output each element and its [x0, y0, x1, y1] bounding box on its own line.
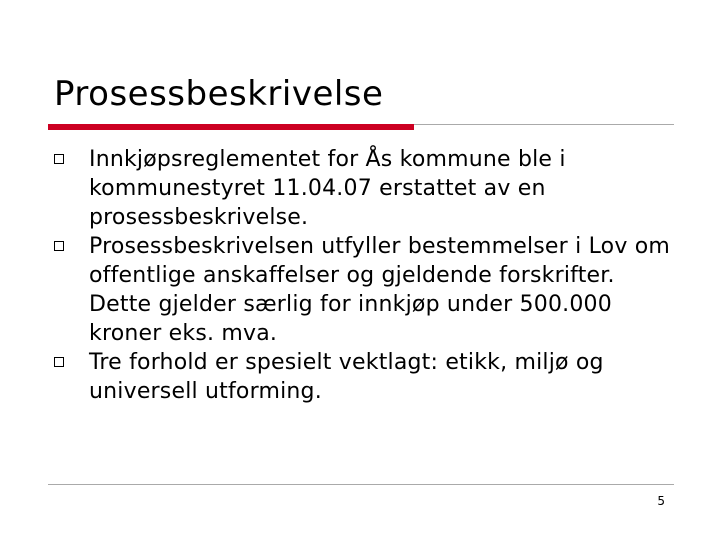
- title-accent-bar: [48, 124, 414, 130]
- bullet-text-2: Prosessbeskrivelsen utfyller bestemmelser i Lov om offentlige anskaffelser og gjeldende forskrifter. Dette gjelder særlig for innkjøp under 500.000 kroner eks. mva.: [89, 234, 671, 346]
- page-number: 5: [657, 494, 665, 508]
- hollow-square-bullet-icon: [54, 241, 64, 251]
- footer-divider: [48, 484, 674, 485]
- bullet-item-1: [54, 145, 674, 232]
- bullet-item-3: [54, 348, 674, 406]
- bullet-text-3: Tre forhold er spesielt vektlagt: etikk, miljø og universell utforming.: [89, 350, 604, 404]
- hollow-square-bullet-icon: [54, 357, 64, 367]
- slide-title: Prosessbeskrivelse: [54, 74, 384, 114]
- bullet-list: [54, 145, 674, 406]
- bullet-text-1: Innkjøpsreglementet for Ås kommune ble i kommunestyret 11.04.07 erstattet av en prosessbeskrivelse.: [89, 147, 566, 230]
- hollow-square-bullet-icon: [54, 154, 64, 164]
- bullet-item-2: [54, 232, 674, 348]
